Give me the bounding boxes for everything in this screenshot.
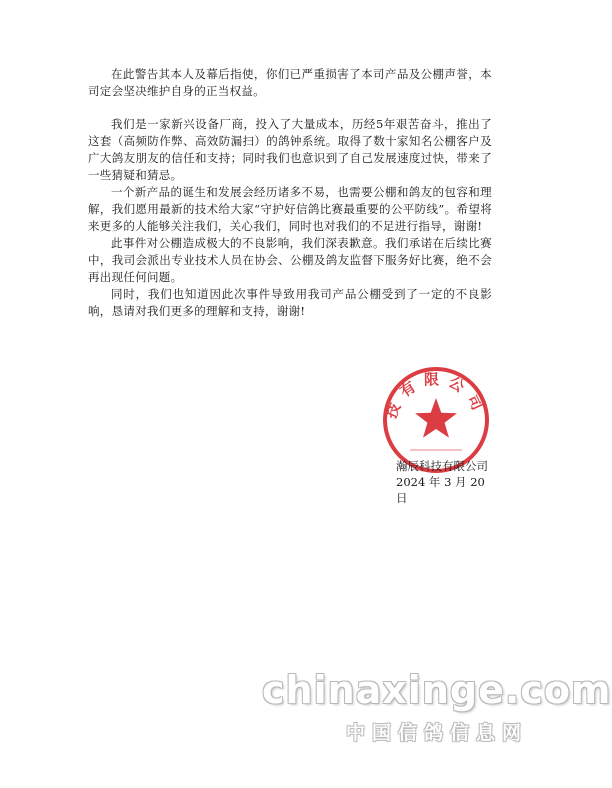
signature-block (396, 458, 496, 506)
paragraph-company-intro: 我们是一家新兴设备厂商，投入了大量成本，历经5年艰苦奋斗，推出了这套（高频防作弊、高效防漏扫）的鸽钟系统。取得了数十家知名公棚客户及广大鸽友朋友的信任和支持；同时我们也意识到了自己发展速度过快，带来了一些猜疑和猜忌。 (88, 117, 492, 182)
paragraph-warning: 在此警告其本人及幕后指使，你们已严重损害了本司产品及公棚声誉，本司定会坚决维护自身的正当权益。 (88, 67, 492, 98)
signature-company: 瀚辰科技有限公司 (396, 459, 488, 473)
watermark-domain: chinaxinge.com (262, 668, 612, 712)
paragraph-apology: 此事件对公棚造成极大的不良影响，我们深表歉意。我们承诺在后续比赛中，我司会派出专业技术人员在协会、公棚及鸽友监督下服务好比赛，绝不会再出现任何问题。 (88, 236, 492, 284)
signature-date: 2024 年 3 月 20 日 (396, 475, 485, 505)
watermark-site-name: 中国信鸽信息网 (346, 722, 529, 744)
paragraph-closing: 同时，我们也知道因此次事件导致用我司产品公棚受到了一定的不良影响，恳请对我们更多的理解和支持，谢谢! (88, 287, 492, 318)
seal-star-icon (415, 398, 457, 438)
letter-body (88, 66, 492, 320)
seal-text: 技有限公司 (381, 370, 490, 422)
paragraph-new-product: 一个新产品的诞生和发展会经历诸多不易，也需要公棚和鸽友的包容和理解，我们愿用最新的技术给大家“守护好信鸽比赛最重要的公平防线”。希望将来更多的人能够关注我们，关心我们，同时也对我们的不足进行指导，谢谢! (88, 185, 492, 233)
